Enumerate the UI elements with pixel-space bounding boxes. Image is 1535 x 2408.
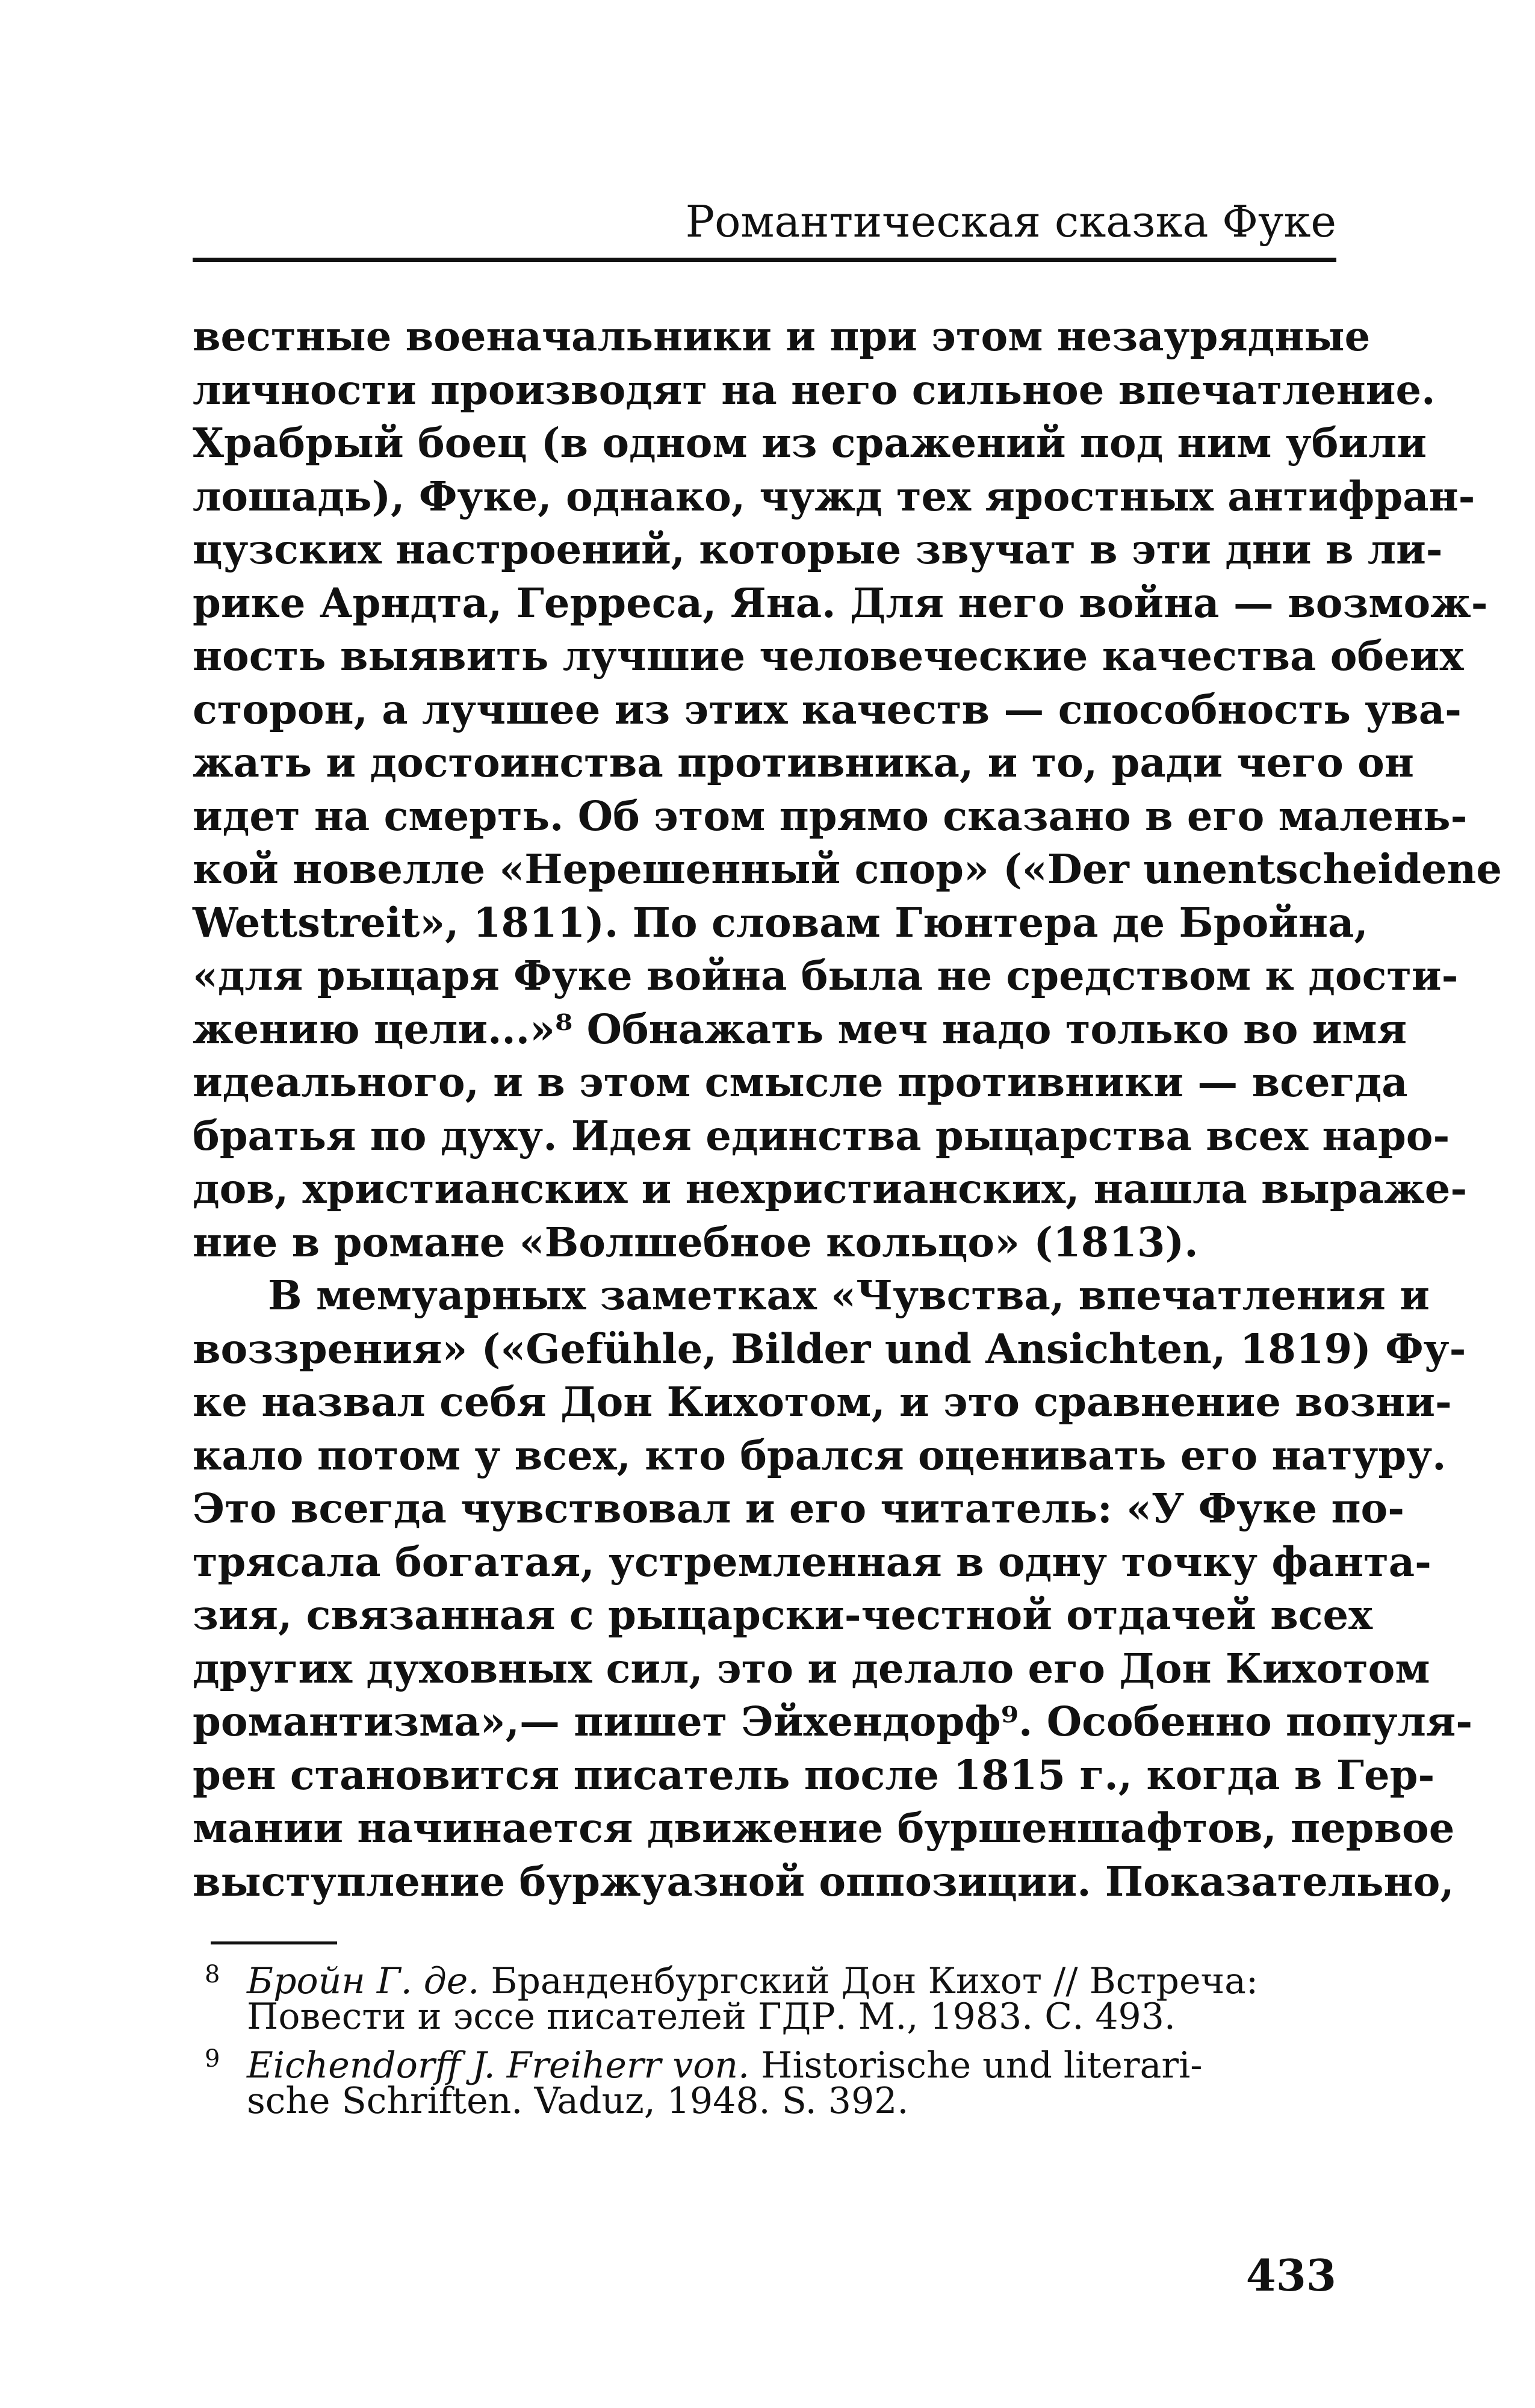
footnote-line: Повести и эссе писателей ГДР. М., 1983. С. 493. bbox=[247, 1996, 1176, 2038]
footnote-rule bbox=[211, 1941, 337, 1944]
footnotes bbox=[205, 1953, 1336, 2122]
text-line: кало потом у всех, кто брался оценивать его натуру. bbox=[193, 1431, 1447, 1479]
footnote-text: Бранденбургский Дон Кихот // Встреча: bbox=[491, 1960, 1259, 2002]
text-line: лошадь), Фуке, однако, чужд тех яростных антифран- bbox=[193, 472, 1475, 520]
footnote-line bbox=[205, 2038, 1336, 2087]
footnote-mark: 8 bbox=[205, 1961, 220, 1988]
text-line: дов, христианских и нехристианских, нашла выраже- bbox=[193, 1165, 1468, 1212]
page-number: 433 bbox=[1245, 2250, 1336, 2301]
text-line: ние в романе «Волшебное кольцо» (1813). bbox=[193, 1218, 1199, 1266]
text-line: кой новелле «Нерешенный спор» («Der unentscheidene bbox=[193, 845, 1502, 893]
text-line: рике Арндта, Герреса, Яна. Для него война — возмож- bbox=[193, 579, 1488, 627]
main-text bbox=[193, 310, 1502, 1908]
text-line: ность выявить лучшие человеческие качества обеих bbox=[193, 632, 1464, 680]
text-line: Храбрый боец (в одном из сражений под ним убили bbox=[193, 419, 1427, 467]
footnote-8 bbox=[205, 1953, 1336, 2038]
text-line: мании начинается движение буршеншафтов, первое bbox=[193, 1804, 1455, 1852]
text-line: трясала богатая, устремленная в одну точку фанта- bbox=[193, 1538, 1431, 1586]
footnote-text: Historische und literari- bbox=[761, 2044, 1203, 2087]
text-line: жать и достоинства противника, и то, ради чего он bbox=[193, 739, 1414, 786]
text-line: ке назвал себя Дон Кихотом, и это сравнение возни- bbox=[193, 1378, 1452, 1426]
text-line: зия, связанная с рыцарски-честной отдачей всех bbox=[193, 1591, 1373, 1639]
running-head: Романтическая сказка Фуке bbox=[685, 196, 1336, 247]
text-line: воззрения» («Gefühle, Bilder und Ansichten, 1819) Фу- bbox=[193, 1324, 1466, 1373]
text-line: сторон, а лучшее из этих качеств — способность ува- bbox=[193, 685, 1462, 733]
text-line: идет на смерть. Об этом прямо сказано в его малень- bbox=[193, 792, 1468, 840]
text-line: романтизма»,— пишет Эйхендорф⁹. Особенно популя- bbox=[193, 1698, 1473, 1745]
text-line: жению цели...»⁸ Обнажать меч надо только во имя bbox=[193, 1005, 1407, 1053]
footnote-line: sche Schriften. Vaduz, 1948. S. 392. bbox=[247, 2080, 909, 2122]
text-line: личности производят на него сильное впечатление. bbox=[193, 365, 1436, 414]
text-line: идеального, и в этом смысле противники — всегда bbox=[193, 1058, 1408, 1106]
footnote-line bbox=[205, 1953, 1336, 2002]
text-line: В мемуарных заметках «Чувства, впечатления и bbox=[268, 1271, 1430, 1319]
text-line: других духовных сил, это и делало его Дон Кихотом bbox=[193, 1644, 1430, 1692]
text-line: братья по духу. Идея единства рыцарства всех наро- bbox=[193, 1111, 1450, 1159]
text-line: «для рыцаря Фуке война была не средством к дости- bbox=[193, 952, 1459, 999]
paragraph-2 bbox=[193, 1269, 1473, 1908]
footnote-9 bbox=[205, 2038, 1336, 2122]
text-line: вестные военачальники и при этом незаурядные bbox=[193, 312, 1371, 360]
paragraph-1 bbox=[193, 310, 1502, 1269]
footnote-author: Eichendorff J. Freiherr von. bbox=[247, 2044, 750, 2087]
text-line: цузских настроений, которые звучат в эти дни в ли- bbox=[193, 526, 1443, 573]
text-line: Wettstreit», 1811). По словам Гюнтера де Бройна, bbox=[193, 898, 1368, 946]
text-line: рен становится писатель после 1815 г., когда в Гер- bbox=[193, 1751, 1435, 1799]
text-line: выступление буржуазной оппозиции. Показательно, bbox=[193, 1857, 1454, 1905]
footnote-mark: 9 bbox=[205, 2045, 220, 2073]
text-line: Это всегда чувствовал и его читатель: «У Фуке по- bbox=[193, 1485, 1405, 1532]
header-rule bbox=[193, 258, 1336, 262]
footnote-author: Бройн Г. де. bbox=[247, 1960, 480, 2002]
